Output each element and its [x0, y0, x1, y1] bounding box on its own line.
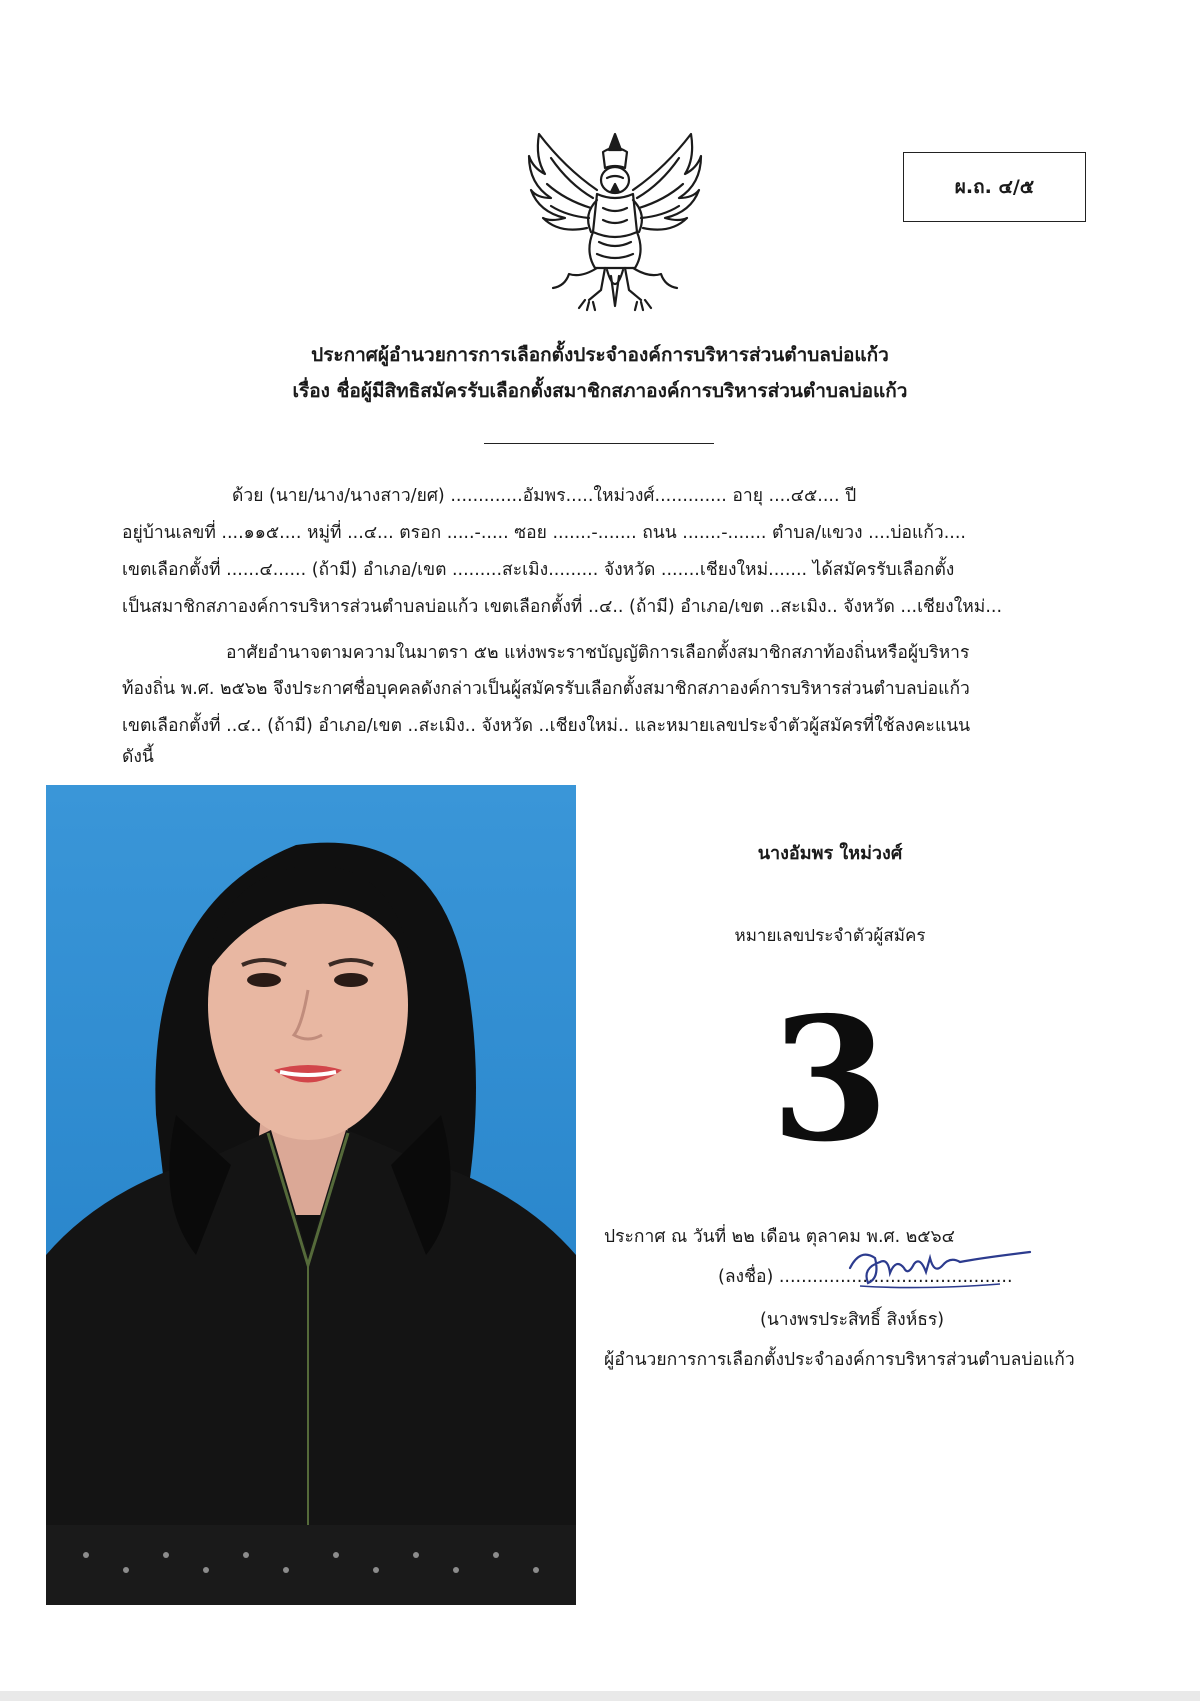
announcement-date: ประกาศ ณ วันที่ ๒๒ เดือน ตุลาคม พ.ศ. ๒๕๖๔ — [604, 1227, 955, 1247]
signature-mark — [830, 1228, 1050, 1298]
form-code-box — [903, 152, 1086, 222]
candidate-number: 3 — [770, 980, 890, 1180]
body-line-7: เขตเลือกตั้งที่ ..๔.. (ถ้ามี) อำเภอ/เขต ..สะเมิง.. จังหวัด ..เชียงใหม่.. และหมายเลขประจำตัวผู้สมัครที่ใช้ลงคะแนน — [122, 716, 971, 736]
signature-line: (ลงชื่อ) .......................................... — [718, 1267, 1013, 1287]
signer-name: (นางพรประสิทธิ์ สิงห์ธร) — [760, 1310, 945, 1330]
signer-title: ผู้อำนวยการการเลือกตั้งประจำองค์การบริหารส่วนตำบลบ่อแก้ว — [604, 1350, 1075, 1370]
announcement-subject: เรื่อง ชื่อผู้มีสิทธิสมัครรับเลือกตั้งสมาชิกสภาองค์การบริหารส่วนตำบลบ่อแก้ว — [292, 380, 908, 402]
body-line-8: ดังนี้ — [122, 747, 154, 767]
candidate-name: นางอัมพร ใหม่วงศ์ — [757, 843, 903, 864]
form-code: ผ.ถ. ๔/๕ — [954, 176, 1035, 198]
garuda-emblem-icon — [525, 128, 705, 313]
page-edge — [0, 1691, 1200, 1701]
body-line-1: ด้วย (นาย/นาง/นางสาว/ยศ) .............อัมพร.....ใหม่วงศ์............. อายุ ....๔๕.... ปี — [232, 486, 857, 506]
candidate-photo — [46, 785, 576, 1605]
body-line-3: เขตเลือกตั้งที่ ......๔...... (ถ้ามี) อำเภอ/เขต .........สะเมิง......... จังหวัด .......เชียงใหม่....... ได้สมัครรับเลือกตั้ง — [122, 560, 955, 580]
candidate-number-label: หมายเลขประจำตัวผู้สมัคร — [734, 926, 926, 946]
body-line-4: เป็นสมาชิกสภาองค์การบริหารส่วนตำบลบ่อแก้ว เขตเลือกตั้งที่ ..๔.. (ถ้ามี) อำเภอ/เขต ..สะเมิง.. จังหวัด ...เชียงใหม่... — [122, 597, 1003, 617]
body-line-5: อาศัยอำนาจตามความในมาตรา ๕๒ แห่งพระราชบัญญัติการเลือกตั้งสมาชิกสภาท้องถิ่นหรือผู้บริหาร — [226, 643, 970, 663]
announcement-title: ประกาศผู้อำนวยการการเลือกตั้งประจำองค์การบริหารส่วนตำบลบ่อแก้ว — [311, 344, 889, 366]
body-line-2: อยู่บ้านเลขที่ ....๑๑๕.... หมู่ที่ ...๔... ตรอก .....-..... ซอย .......-....... ถนน .......-....... ตำบล/แขวง ....บ่อแก้ว.... — [122, 523, 966, 543]
title-divider — [484, 443, 714, 444]
body-line-6: ท้องถิ่น พ.ศ. ๒๕๖๒ จึงประกาศชื่อบุคคลดังกล่าวเป็นผู้สมัครรับเลือกตั้งสมาชิกสภาองค์การบริหารส่วนตำบลบ่อแก้ว — [122, 679, 970, 699]
